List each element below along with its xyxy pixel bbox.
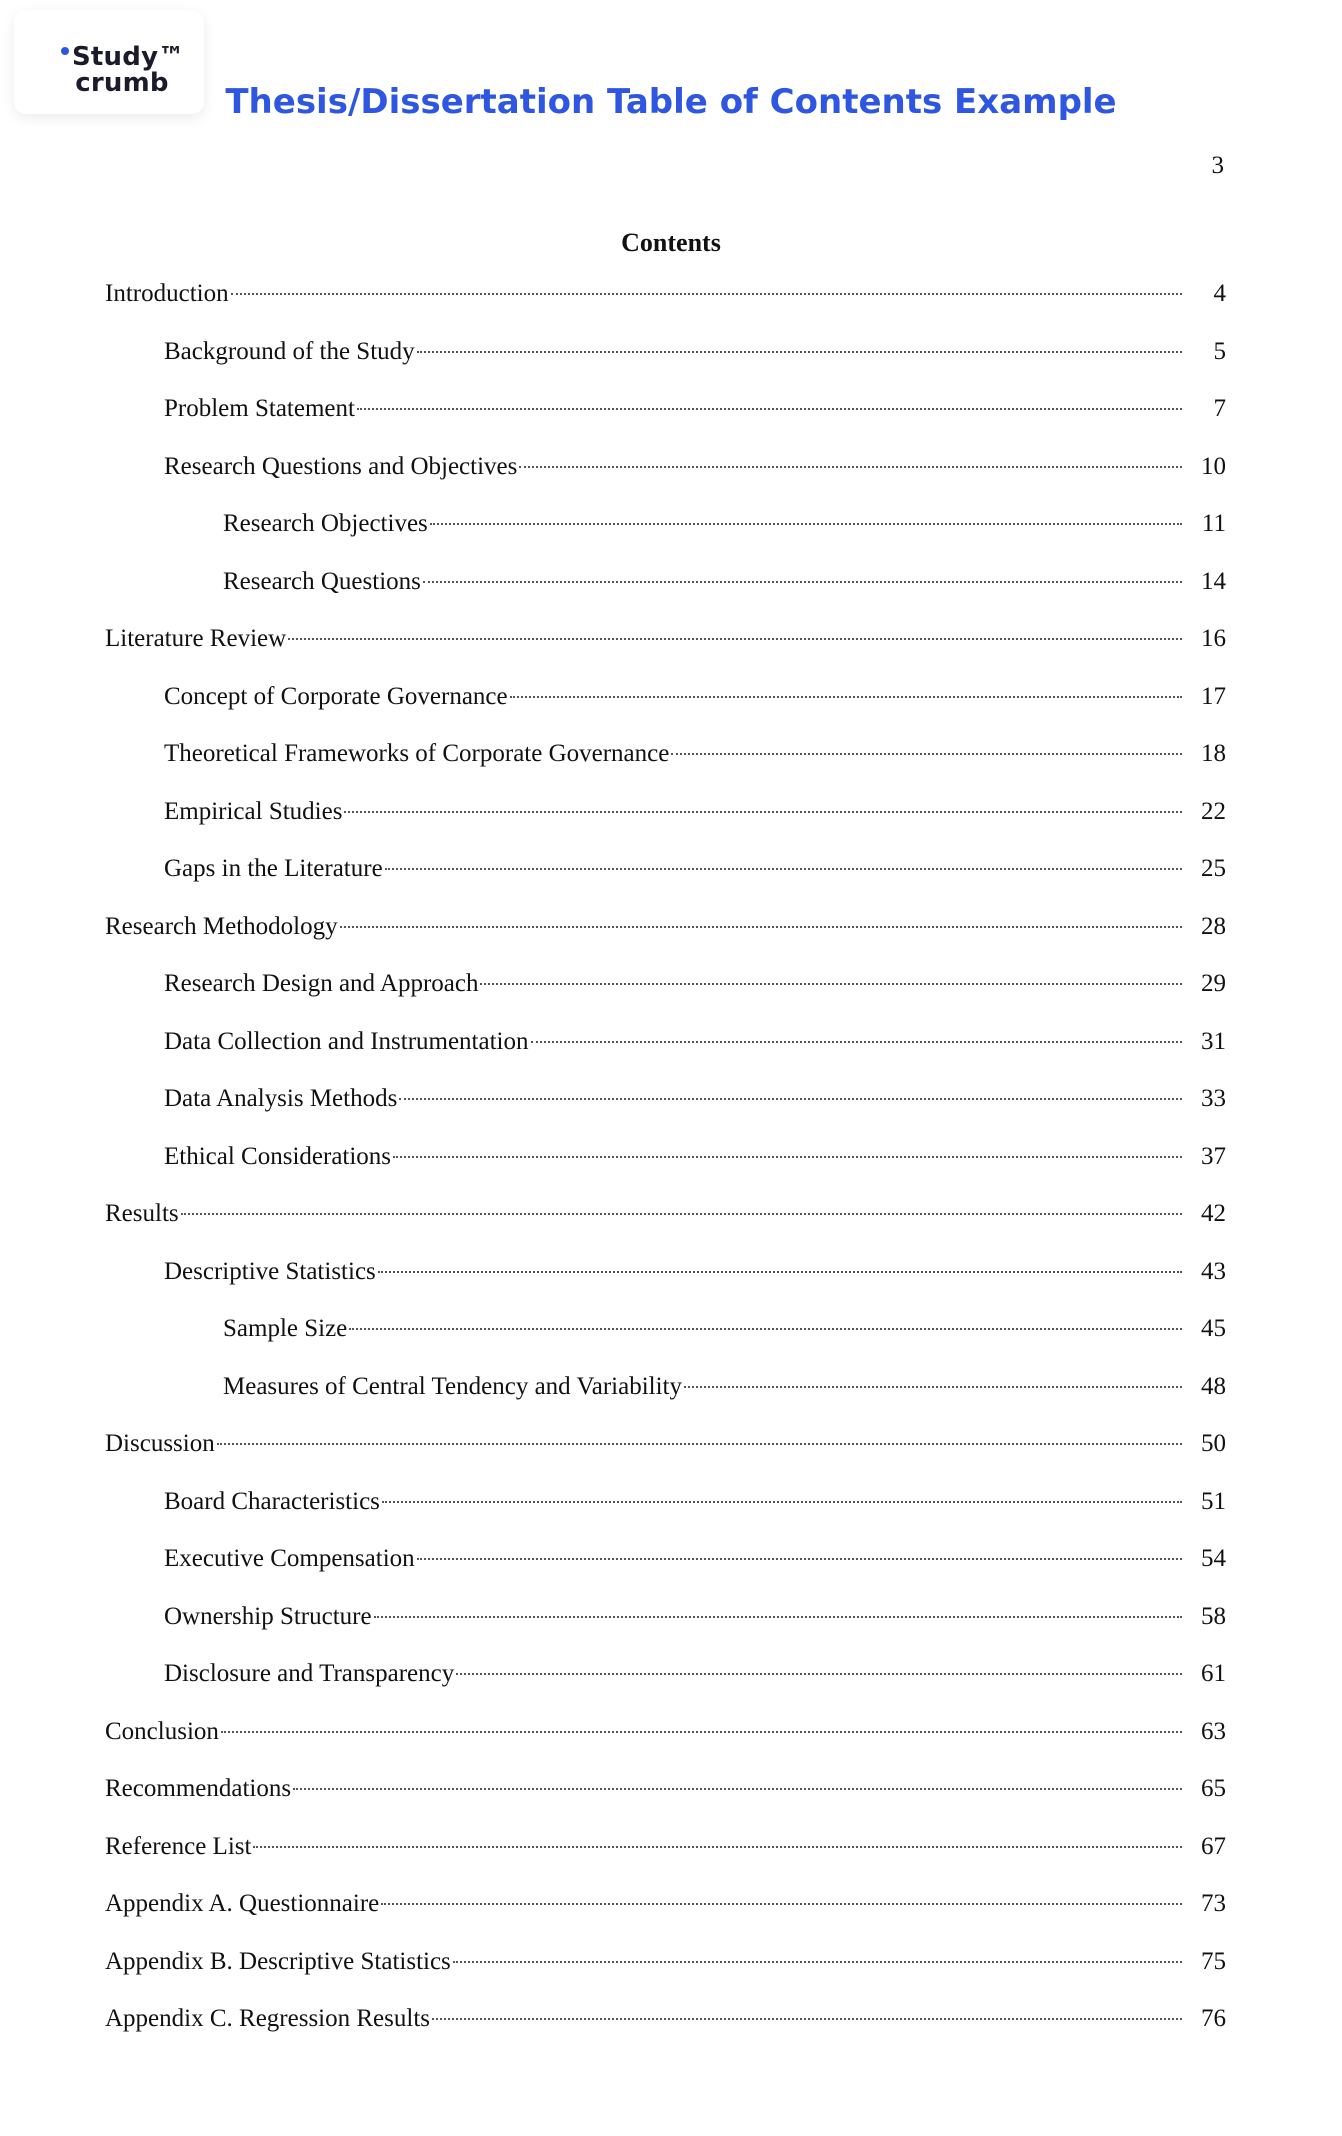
toc-entry[interactable]: [105, 1133, 1226, 1191]
toc-entry[interactable]: [105, 1880, 1226, 1938]
toc-entry-title: Theoretical Frameworks of Corporate Governance: [164, 740, 670, 767]
toc-entry[interactable]: [105, 558, 1226, 616]
toc-entry-page: 7: [1213, 395, 1226, 422]
logo-line-2: crumb: [75, 68, 169, 98]
toc-entry-title: Conclusion: [105, 1717, 219, 1745]
dot-leader: [357, 408, 1182, 410]
toc-entry-title: Appendix B. Descriptive Statistics: [105, 1947, 451, 1975]
toc-entry[interactable]: [105, 1248, 1226, 1306]
toc-entry-page: 11: [1201, 510, 1226, 537]
toc-entry[interactable]: [105, 328, 1226, 386]
logo-dot-icon: [61, 47, 69, 55]
toc-entry-page: 33: [1201, 1085, 1226, 1112]
logo-line-1: Study™: [72, 42, 185, 72]
dot-leader: [417, 1558, 1182, 1560]
toc-entry[interactable]: [105, 1075, 1226, 1133]
dot-leader: [385, 868, 1182, 870]
toc-entry[interactable]: [105, 500, 1226, 558]
toc-entry-title: Data Collection and Instrumentation: [164, 1027, 529, 1055]
dot-leader: [340, 926, 1182, 928]
dot-leader: [288, 638, 1182, 640]
toc-entry-title: Background of the Study: [164, 337, 415, 365]
dot-leader: [684, 1386, 1182, 1388]
dot-leader: [519, 466, 1182, 468]
toc-entry-title: Problem Statement: [164, 395, 355, 422]
dot-leader: [417, 351, 1182, 353]
toc-entry-title: Recommendations: [105, 1775, 292, 1802]
dot-leader: [374, 1616, 1182, 1618]
toc-entry-page: 29: [1201, 970, 1226, 997]
toc-entry-page: 28: [1201, 912, 1226, 940]
dot-leader: [344, 811, 1182, 813]
toc-entry-title: Appendix A. Questionnaire: [105, 1890, 380, 1917]
dot-leader: [381, 1903, 1182, 1905]
toc-entry-page: 48: [1201, 1372, 1226, 1400]
dot-leader: [430, 523, 1182, 525]
toc-entry-title: Introduction: [105, 280, 229, 307]
toc-entry-page: 37: [1201, 1142, 1226, 1170]
toc-entry-title: Gaps in the Literature: [164, 855, 383, 882]
toc-entry[interactable]: [105, 1708, 1226, 1766]
toc-entry-page: 67: [1201, 1832, 1226, 1860]
toc-entry-title: Reference List: [105, 1832, 252, 1860]
dot-leader: [480, 983, 1182, 985]
toc-entry-page: 50: [1201, 1430, 1226, 1457]
dot-leader: [181, 1213, 1182, 1215]
toc-entry[interactable]: [105, 1938, 1226, 1996]
toc-entry-page: 31: [1201, 1027, 1226, 1055]
toc-entry[interactable]: [105, 1190, 1226, 1248]
toc-entry-title: Sample Size: [223, 1315, 348, 1342]
toc-entry-page: 76: [1201, 2005, 1226, 2032]
toc-entry[interactable]: [105, 845, 1226, 903]
toc-entry-page: 43: [1201, 1257, 1226, 1285]
toc-entry-title: Research Questions: [223, 567, 421, 595]
toc-entry[interactable]: [105, 1593, 1226, 1651]
toc-entry[interactable]: [105, 788, 1226, 846]
toc-entry-title: Literature Review: [105, 625, 287, 652]
dot-leader: [671, 753, 1182, 755]
dot-leader: [423, 581, 1182, 583]
toc-entry[interactable]: [105, 1823, 1226, 1881]
toc-entry-page: 10: [1201, 452, 1226, 480]
toc-entry-title: Empirical Studies: [164, 797, 343, 825]
dot-leader: [432, 2018, 1182, 2020]
toc-entry[interactable]: [105, 1995, 1226, 2053]
toc-entry-page: 4: [1213, 280, 1226, 307]
toc-entry-title: Research Questions and Objectives: [164, 452, 518, 480]
toc-entry-title: Data Analysis Methods: [164, 1085, 398, 1112]
toc-entry[interactable]: [105, 1018, 1226, 1076]
contents-heading: Contents: [621, 228, 721, 257]
toc-entry[interactable]: [105, 960, 1226, 1018]
dot-leader: [456, 1673, 1182, 1675]
table-of-contents: [105, 270, 1226, 2053]
toc-entry-page: 17: [1201, 682, 1226, 710]
toc-entry-title: Measures of Central Tendency and Variability: [223, 1372, 682, 1400]
toc-entry-page: 51: [1201, 1487, 1226, 1515]
toc-entry-title: Board Characteristics: [164, 1487, 380, 1515]
toc-entry[interactable]: [105, 730, 1226, 788]
toc-entry[interactable]: [105, 903, 1226, 961]
toc-entry-page: 65: [1201, 1775, 1226, 1802]
dot-leader: [231, 293, 1182, 295]
toc-entry-page: 5: [1213, 337, 1226, 365]
toc-entry[interactable]: [105, 1363, 1226, 1421]
toc-entry-page: 18: [1201, 740, 1226, 767]
toc-entry-page: 25: [1201, 855, 1226, 882]
toc-entry[interactable]: [105, 615, 1226, 673]
toc-entry[interactable]: [105, 673, 1226, 731]
toc-entry-page: 54: [1201, 1545, 1226, 1572]
toc-entry-page: 75: [1201, 1947, 1226, 1975]
toc-entry-title: Discussion: [105, 1430, 215, 1457]
toc-entry-page: 58: [1201, 1602, 1226, 1630]
toc-entry-page: 61: [1201, 1660, 1226, 1687]
toc-entry-title: Disclosure and Transparency: [164, 1660, 455, 1687]
dot-leader: [378, 1271, 1182, 1273]
toc-entry[interactable]: [105, 443, 1226, 501]
dot-leader: [221, 1731, 1182, 1733]
toc-entry-title: Results: [105, 1200, 179, 1227]
toc-entry-title: Research Objectives: [223, 510, 428, 537]
toc-entry[interactable]: [105, 1650, 1226, 1708]
dot-leader: [253, 1846, 1182, 1848]
dot-leader: [531, 1041, 1183, 1043]
toc-entry-title: Ownership Structure: [164, 1602, 372, 1630]
toc-entry-title: Research Methodology: [105, 912, 338, 940]
toc-entry[interactable]: [105, 1765, 1226, 1823]
dot-leader: [453, 1961, 1182, 1963]
toc-entry[interactable]: [105, 1478, 1226, 1536]
toc-entry-page: 14: [1201, 567, 1226, 595]
toc-entry-page: 42: [1201, 1200, 1226, 1227]
toc-entry-title: Descriptive Statistics: [164, 1257, 376, 1285]
toc-entry-title: Ethical Considerations: [164, 1142, 392, 1170]
dot-leader: [217, 1443, 1182, 1445]
toc-entry[interactable]: [105, 1305, 1226, 1363]
toc-entry-title: Executive Compensation: [164, 1545, 415, 1572]
toc-entry[interactable]: [105, 385, 1226, 443]
toc-entry-page: 16: [1201, 625, 1226, 652]
page-number: 3: [1211, 152, 1224, 179]
dot-leader: [393, 1156, 1182, 1158]
dot-leader: [510, 696, 1182, 698]
dot-leader: [399, 1098, 1182, 1100]
toc-entry-title: Appendix C. Regression Results: [105, 2005, 430, 2032]
toc-entry-page: 45: [1201, 1315, 1226, 1342]
dot-leader: [293, 1788, 1182, 1790]
toc-entry-page: 73: [1201, 1890, 1226, 1917]
toc-entry[interactable]: [105, 1420, 1226, 1478]
toc-entry[interactable]: [105, 1535, 1226, 1593]
dot-leader: [382, 1501, 1182, 1503]
dot-leader: [349, 1328, 1182, 1330]
toc-entry-title: Research Design and Approach: [164, 970, 479, 997]
toc-entry-page: 63: [1201, 1717, 1226, 1745]
banner-title: Thesis/Dissertation Table of Contents Example: [225, 82, 1117, 122]
toc-entry[interactable]: [105, 270, 1226, 328]
toc-entry-title: Concept of Corporate Governance: [164, 682, 508, 710]
toc-entry-page: 22: [1201, 797, 1226, 825]
